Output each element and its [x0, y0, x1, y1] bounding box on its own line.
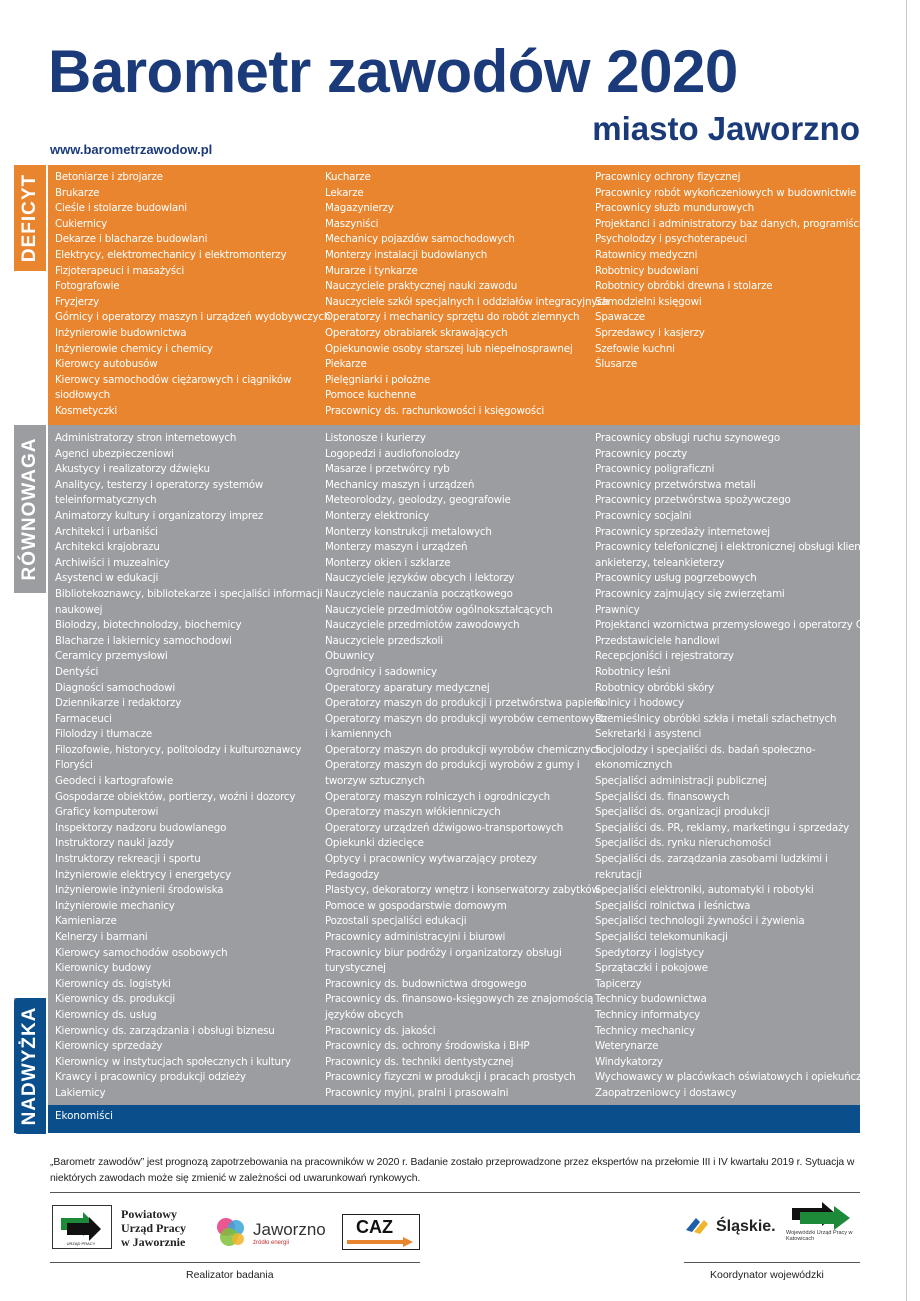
occupation-item: Projektanci wzornictwa przemysłowego i operatorzy CAD	[595, 619, 878, 632]
occupation-item: Specjaliści ds. rynku nieruchomości	[595, 837, 772, 850]
realizator-label: Realizator badania	[186, 1269, 274, 1281]
jaworzno-name: Jaworzno	[253, 1220, 326, 1239]
occupation-item: Opiekunowie osoby starszej lub niepełnosprawnej	[325, 342, 573, 355]
occupation-item: Psycholodzy i psychoterapeuci	[595, 233, 748, 246]
occupation-item: Magazynierzy	[325, 202, 394, 215]
occupation-item: Recepcjoniści i rejestratorzy	[595, 650, 734, 663]
occupation-item: ankieterzy, teleankieterzy	[595, 556, 725, 569]
occupation-item: Specjaliści elektroniki, automatyki i robotyki	[595, 884, 814, 897]
occupation-item: Elektrycy, elektromechanicy i elektromonterzy	[55, 248, 287, 261]
divider	[50, 1192, 860, 1193]
divider	[684, 1262, 860, 1263]
occupation-item: Administratorzy stron internetowych	[55, 432, 237, 444]
occupation-item: Monterzy instalacji budowlanych	[325, 248, 488, 261]
occupation-item: Instruktorzy rekreacji i sportu	[55, 853, 201, 866]
occupation-item: Filozofowie, historycy, politolodzy i kulturoznawcy	[55, 743, 302, 756]
occupation-item: Mechanicy pojazdów samochodowych	[325, 233, 515, 246]
occupation-item: Kierownicy budowy	[55, 962, 152, 975]
occupation-item: Animatorzy kultury i organizatorzy imprez	[55, 509, 264, 522]
balance-column-2	[325, 431, 607, 1102]
occupation-item: Monterzy okien i szklarze	[325, 556, 451, 569]
occupation-item: Operatorzy obrabiarek skrawających	[325, 326, 508, 339]
occupation-item: Specjaliści ds. zarządzania zasobami ludzkimi i	[595, 853, 828, 866]
occupation-item: Kierowcy samochodów osobowych	[55, 946, 228, 959]
occupation-item: Inżynierowie elektrycy i energetycy	[55, 868, 232, 881]
occupation-item: Pracownicy telefonicznej i elektronicznej obsługi klienta,	[595, 541, 874, 554]
surplus-section	[14, 1105, 860, 1133]
surplus-label: NADWYŻKA	[19, 1006, 40, 1126]
occupation-item: Archiwiści i muzealnicy	[55, 556, 170, 569]
page-title: Barometr zawodów 2020	[48, 38, 738, 105]
occupation-item: Operatorzy aparatury medycznej	[325, 681, 490, 694]
occupation-item: turystycznej	[325, 962, 386, 975]
occupation-item: Fotografowie	[55, 280, 120, 293]
occupation-item: Nauczyciele przedmiotów ogólnokształcących	[325, 603, 553, 616]
balance-column-1	[55, 431, 323, 1102]
occupation-item: Pracownicy fizyczni w produkcji i pracach prostych	[325, 1071, 576, 1084]
occupation-item: Pracownicy ds. finansowo-księgowych ze znajomością	[325, 993, 594, 1006]
occupation-item: Pracownicy socjalni	[595, 509, 692, 522]
deficit-column-1	[55, 170, 331, 420]
occupation-item: Lakiernicy	[55, 1086, 106, 1099]
occupation-item: Operatorzy maszyn włókienniczych	[325, 806, 501, 819]
occupation-item: Rolnicy i hodowcy	[595, 697, 684, 710]
deficit-column-3	[595, 170, 860, 373]
occupation-item: Kamieniarze	[55, 915, 117, 928]
occupation-item: Prawnicy	[595, 603, 640, 616]
occupation-item: Kosmetyczki	[55, 404, 118, 417]
jaworzno-tagline: źródło energii	[253, 1240, 290, 1246]
occupation-item: Kierowcy autobusów	[55, 358, 158, 371]
occupation-item: Kierownicy ds. logistyki	[55, 977, 171, 990]
occupation-item: Technicy budownictwa	[595, 993, 707, 1006]
deficit-column-2	[325, 170, 609, 420]
occupation-item: Inspektorzy nadzoru budowlanego	[55, 821, 227, 834]
pup-small-text: URZĄD PRACY	[66, 1241, 96, 1246]
occupation-item: Analitycy, testerzy i operatorzy systemów	[55, 478, 264, 491]
occupation-item: Operatorzy maszyn do produkcji wyrobów z gumy i	[325, 759, 580, 772]
occupation-item: Ogrodnicy i sadownicy	[325, 665, 437, 678]
occupation-item: Masarze i przetwórcy ryb	[325, 463, 450, 476]
balance-column-3	[595, 431, 879, 1102]
occupation-item: Operatorzy urządzeń dźwigowo-transportowych	[325, 821, 564, 834]
occupation-item: Architekci i urbaniści	[55, 525, 158, 538]
occupation-item: Monterzy konstrukcji metalowych	[325, 525, 492, 538]
occupation-item: Pomoce kuchenne	[325, 389, 416, 402]
occupation-item: Dekarze i blacharze budowlani	[55, 233, 208, 246]
slaskie-logo-icon	[684, 1214, 714, 1236]
occupation-item: Kucharze	[325, 171, 371, 183]
occupation-item: Robotnicy budowlani	[595, 264, 699, 277]
occupation-item: Samodzielni księgowi	[595, 295, 702, 308]
occupation-item: Pracownicy ds. budownictwa drogowego	[325, 977, 527, 990]
occupation-item: Kierownicy w instytucjach społecznych i kultury	[55, 1055, 291, 1068]
occupation-item: Robotnicy obróbki skóry	[595, 681, 715, 694]
caz-logo	[342, 1214, 420, 1250]
occupation-item: Specjaliści ds. finansowych	[595, 790, 730, 803]
occupation-item: Fryzjerzy	[55, 295, 100, 308]
occupation-item: Betoniarze i zbrojarze	[55, 171, 163, 183]
occupation-item: Pracownicy obsługi ruchu szynowego	[595, 432, 780, 444]
divider	[50, 1262, 420, 1263]
pup-arrows-icon	[53, 1206, 110, 1247]
occupation-item: siodłowych	[55, 389, 110, 402]
occupation-item: Weterynarze	[595, 1040, 659, 1053]
surplus-item: Ekonomiści	[55, 1110, 114, 1122]
occupation-item: Cieśle i stolarze budowlani	[55, 202, 187, 215]
slaskie-name: Śląskie.	[716, 1218, 776, 1235]
occupation-item: i kamiennych	[325, 728, 392, 741]
caz-text: CAZ	[356, 1217, 393, 1237]
occupation-item: Pozostali specjaliści edukacji	[325, 915, 467, 928]
jaworzno-logo-icon	[214, 1215, 248, 1249]
occupation-item: Spawacze	[595, 311, 645, 324]
occupation-item: Pracownicy ochrony fizycznej	[595, 171, 741, 183]
occupation-item: Pracownicy sprzedaży internetowej	[595, 525, 770, 538]
occupation-item: Nauczyciele praktycznej nauki zawodu	[325, 280, 518, 293]
occupation-item: Farmaceuci	[55, 712, 112, 725]
occupation-item: ekonomicznych	[595, 759, 673, 772]
koordynator-label: Koordynator wojewódzki	[710, 1269, 824, 1281]
occupation-item: Inżynierowie budownictwa	[55, 326, 187, 339]
occupation-item: Obuwnicy	[325, 650, 375, 663]
occupation-item: Monterzy elektronicy	[325, 509, 430, 522]
deficit-label: DEFICYT	[19, 173, 40, 263]
occupation-item: Piekarze	[325, 358, 367, 371]
occupation-item: Wychowawcy w placówkach oświatowych i opiekuńczych	[595, 1071, 879, 1084]
occupation-item: Pracownicy ds. ochrony środowiska i BHP	[325, 1040, 530, 1053]
occupation-item: Inżynierowie inżynierii środowiska	[55, 884, 224, 897]
occupation-item: Pracownicy służb mundurowych	[595, 202, 754, 215]
occupation-item: Pracownicy robót wykończeniowych w budownictwie	[595, 186, 857, 199]
tab-gap	[14, 593, 48, 998]
occupation-item: Kelnerzy i barmani	[55, 931, 148, 943]
tab-gap	[14, 271, 48, 425]
occupation-item: Gospodarze obiektów, portierzy, woźni i dozorcy	[55, 790, 296, 803]
occupation-item: Instruktorzy nauki jazdy	[55, 837, 174, 850]
page-subtitle: miasto Jaworzno	[592, 110, 860, 147]
occupation-item: Agenci ubezpieczeniowi	[55, 447, 174, 460]
occupation-item: Brukarze	[55, 186, 100, 199]
occupation-item: rekrutacji	[595, 868, 642, 881]
occupation-item: Specjaliści rolnictwa i leśnictwa	[595, 899, 751, 912]
website-link[interactable]: www.barometrzawodow.pl	[50, 142, 213, 157]
occupation-item: Windykatorzy	[595, 1055, 663, 1068]
occupation-item: Floryści	[55, 759, 93, 772]
balance-label: RÓWNOWAGA	[19, 437, 40, 581]
occupation-item: Operatorzy maszyn rolniczych i ogrodniczych	[325, 790, 550, 803]
occupation-item: Lekarze	[325, 186, 364, 199]
occupation-item: Szefowie kuchni	[595, 342, 675, 355]
occupation-item: Cukiernicy	[55, 217, 108, 230]
occupation-item: teleinformatycznych	[55, 494, 157, 507]
occupation-item: Pracownicy przetwórstwa metali	[595, 478, 756, 491]
occupation-item: Pielęgniarki i położne	[325, 373, 430, 386]
occupation-item: naukowej	[55, 603, 103, 616]
occupation-item: Krawcy i pracownicy produkcji odzieży	[55, 1071, 246, 1084]
occupation-item: Graficy komputerowi	[55, 806, 159, 819]
occupation-item: Ratownicy medyczni	[595, 248, 698, 261]
occupation-item: Inżynierowie mechanicy	[55, 899, 175, 912]
occupation-item: Kierownicy sprzedaży	[55, 1040, 163, 1053]
occupation-item: Operatorzy maszyn do produkcji wyrobów cementowych	[325, 712, 607, 725]
occupation-item: Nauczyciele nauczania początkowego	[325, 587, 513, 600]
occupation-item: Operatorzy i mechanicy sprzętu do robót ziemnych	[325, 311, 580, 324]
surplus-tab	[14, 998, 48, 1134]
occupation-item: Kierownicy ds. usług	[55, 1008, 157, 1021]
occupation-item: Plastycy, dekoratorzy wnętrz i konserwatorzy zabytków	[325, 884, 600, 897]
occupation-item: Meteorolodzy, geolodzy, geografowie	[325, 494, 511, 507]
occupation-item: Optycy i pracownicy wytwarzający protezy	[325, 853, 537, 866]
occupation-item: Pracownicy ds. jakości	[325, 1024, 436, 1037]
occupation-item: Specjaliści ds. organizacji produkcji	[595, 806, 770, 819]
occupation-item: Nauczyciele przedmiotów zawodowych	[325, 619, 520, 632]
occupation-item: Akustycy i realizatorzy dźwięku	[55, 463, 210, 476]
occupation-item: Specjaliści administracji publicznej	[595, 775, 767, 788]
occupation-item: Operatorzy maszyn do produkcji i przetwórstwa papieru	[325, 697, 604, 710]
occupation-item: Pracownicy administracyjni i biurowi	[325, 931, 506, 943]
occupation-item: Diagności samochodowi	[55, 681, 176, 694]
occupation-item: Pracownicy poczty	[595, 447, 688, 460]
occupation-item: Specjaliści telekomunikacji	[595, 931, 728, 943]
occupation-item: Kierowcy samochodów ciężarowych i ciągników	[55, 373, 292, 386]
occupation-item: Nauczyciele języków obcych i lektorzy	[325, 572, 515, 585]
occupation-item: Tapicerzy	[595, 977, 642, 990]
occupation-item: Pracownicy biur podróży i organizatorzy obsługi	[325, 946, 562, 959]
occupation-item: Projektanci i administratorzy baz danych, programiści	[595, 217, 862, 230]
occupation-item: Asystenci w edukacji	[55, 572, 159, 585]
occupation-item: Maszyniści	[325, 217, 379, 230]
occupation-item: tworzyw sztucznych	[325, 775, 425, 788]
occupation-item: Listonosze i kurierzy	[325, 432, 426, 444]
occupation-item: Inżynierowie chemicy i chemicy	[55, 342, 213, 355]
occupation-item: Geodeci i kartografowie	[55, 775, 174, 788]
occupation-item: Ceramicy przemysłowi	[55, 650, 168, 663]
occupation-item: Monterzy maszyn i urządzeń	[325, 541, 468, 554]
occupation-item: Przedstawiciele handlowi	[595, 634, 720, 647]
occupation-item: Technicy mechanicy	[595, 1024, 695, 1037]
occupation-item: Operatorzy maszyn do produkcji wyrobów chemicznych	[325, 743, 603, 756]
occupation-item: Zaopatrzeniowcy i dostawcy	[595, 1086, 737, 1099]
occupation-item: Spedytorzy i logistycy	[595, 946, 704, 959]
occupation-item: Robotnicy obróbki drewna i stolarze	[595, 280, 773, 293]
balance-tab	[14, 425, 48, 593]
occupation-item: Kierownicy ds. zarządzania i obsługi biznesu	[55, 1024, 275, 1037]
wup-name: Wojewódzki Urząd Pracy w Katowicach	[786, 1230, 853, 1242]
occupation-item: Nauczyciele przedszkoli	[325, 634, 443, 647]
occupation-item: Murarze i tynkarze	[325, 264, 418, 277]
wup-arrows-icon	[782, 1200, 858, 1232]
caz-arrow-icon	[347, 1237, 415, 1247]
occupation-item: Pracownicy przetwórstwa spożywczego	[595, 494, 791, 507]
occupation-item: Górnicy i operatorzy maszyn i urządzeń wydobywczych	[55, 311, 331, 324]
occupation-item: języków obcych	[325, 1008, 404, 1021]
pup-name: Powiatowy Urząd Pracy w Jaworznie	[121, 1207, 186, 1249]
occupation-item: Specjaliści ds. PR, reklamy, marketingu i sprzedaży	[595, 821, 850, 834]
occupation-item: Blacharze i lakiernicy samochodowi	[55, 634, 232, 647]
occupation-item: Filolodzy i tłumacze	[55, 728, 153, 741]
occupation-item: Bibliotekoznawcy, bibliotekarze i specjaliści informacji	[55, 587, 323, 600]
occupation-item: Biolodzy, biotechnolodzy, biochemicy	[55, 619, 242, 632]
occupation-item: Dentyści	[55, 665, 99, 678]
occupation-item: Ślusarze	[595, 358, 637, 371]
occupation-item: Sprzedawcy i kasjerzy	[595, 326, 705, 339]
occupation-item: Logopedzi i audiofonolodzy	[325, 447, 461, 460]
occupation-item: Pracownicy myjni, pralni i prasowalni	[325, 1086, 509, 1099]
occupation-item: Robotnicy leśni	[595, 665, 671, 678]
occupation-item: Opiekunki dziecięce	[325, 837, 424, 850]
occupation-item: Pomoce w gospodarstwie domowym	[325, 899, 507, 912]
occupation-item: Pracownicy zajmujący się zwierzętami	[595, 587, 785, 600]
page-edge	[906, 0, 920, 1301]
occupation-item: Socjolodzy i specjaliści ds. badań społeczno-	[595, 743, 816, 756]
occupation-item: Pracownicy usług pogrzebowych	[595, 572, 757, 585]
occupation-item: Architekci krajobrazu	[55, 541, 160, 554]
occupation-item: Technicy informatycy	[595, 1008, 701, 1021]
occupation-item: Specjaliści technologii żywności i żywienia	[595, 915, 805, 928]
occupation-item: Dziennikarze i redaktorzy	[55, 697, 182, 710]
occupation-item: Fizjoterapeuci i masażyści	[55, 264, 185, 277]
occupation-item: Rzemieślnicy obróbki szkła i metali szlachetnych	[595, 712, 837, 725]
footnote: „Barometr zawodów” jest prognozą zapotrzebowania na pracowników w 2020 r. Badanie zostało przeprowadzone przez ekspertów na przełomie III i IV kwartału 2019 r. Sytuacja w niektórych zawodach może się zmienić w zależności od uwarunkowań rynkowych.	[50, 1157, 855, 1184]
occupation-item: Pracownicy ds. rachunkowości i księgowości	[325, 404, 545, 417]
occupation-item: Sekretarki i asystenci	[595, 728, 702, 741]
occupation-item: Pedagodzy	[325, 868, 380, 881]
deficit-tab	[14, 165, 48, 271]
occupation-item: Mechanicy maszyn i urządzeń	[325, 478, 475, 491]
occupation-item: Nauczyciele szkół specjalnych i oddziałów integracyjnych	[325, 295, 609, 308]
pup-logo	[52, 1205, 112, 1249]
occupation-item: Pracownicy ds. techniki dentystycznej	[325, 1055, 514, 1068]
occupation-item: Pracownicy poligraficzni	[595, 463, 715, 476]
occupation-item: Kierownicy ds. produkcji	[55, 993, 175, 1006]
occupation-item: Sprzątaczki i pokojowe	[595, 962, 708, 975]
